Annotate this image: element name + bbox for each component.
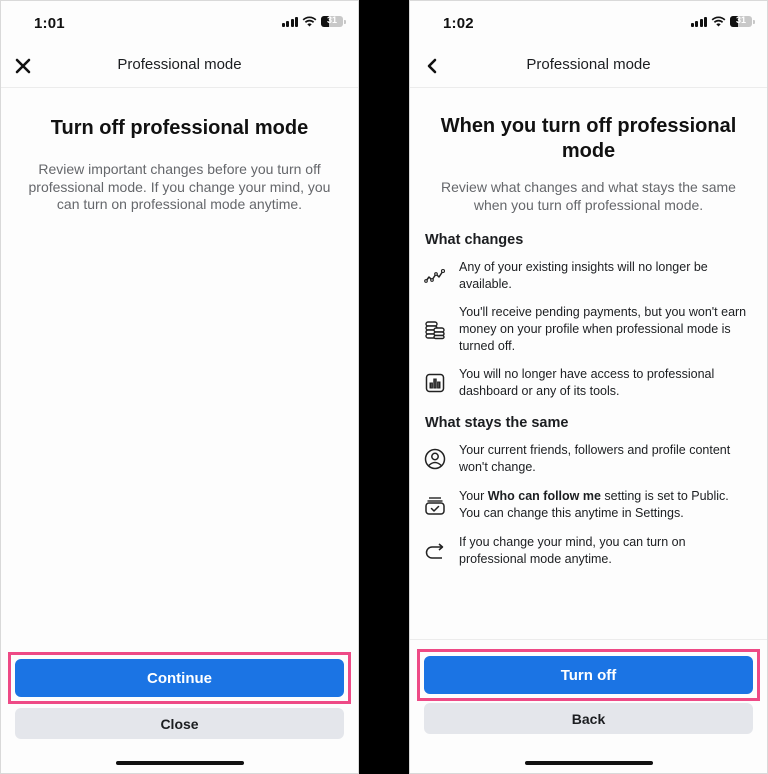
list-item: [410, 304, 767, 355]
list-item: [410, 533, 767, 569]
navbar: [410, 45, 767, 88]
item-text: Any of your existing insights will no longer be available.: [459, 260, 708, 291]
list-item: [410, 441, 767, 477]
settings-check-icon: [424, 494, 446, 516]
navbar-title: Professional mode: [117, 56, 242, 73]
signal-icon: [691, 16, 708, 27]
signal-icon: [282, 16, 299, 27]
battery-icon: 31: [321, 16, 343, 27]
wifi-icon: [711, 16, 726, 27]
list-item: [410, 365, 767, 401]
section-title-what-stays: What stays the same: [425, 415, 569, 431]
item-text: You will no longer have access to professional dashboard or any of its tools.: [459, 367, 715, 398]
page-description: Review what changes and what stays the same when you turn off professional mode.: [441, 179, 736, 213]
item-text: If you change your mind, you can turn on professional mode anytime.: [459, 535, 686, 566]
turn-off-button[interactable]: Turn off: [424, 656, 753, 694]
profile-circle-icon: [424, 448, 446, 470]
left-screen: [0, 0, 359, 774]
home-indicator[interactable]: [525, 761, 653, 765]
continue-button[interactable]: Continue: [15, 659, 344, 697]
navbar-title: Professional mode: [526, 56, 651, 73]
dashboard-chart-icon: [425, 373, 445, 393]
battery-icon: 31: [730, 16, 752, 27]
item-text: Your current friends, followers and profile content won't change.: [459, 443, 731, 474]
section-title-what-changes: What changes: [425, 232, 524, 248]
who-can-follow-me-setting: Who can follow me: [487, 489, 601, 503]
status-time: 1:01: [34, 15, 65, 32]
coins-stack-icon: [424, 320, 446, 340]
page-title: Turn off professional mode: [50, 117, 309, 139]
home-indicator[interactable]: [116, 761, 244, 765]
list-item: [410, 487, 767, 523]
status-bar: [410, 1, 767, 45]
list-item: [410, 258, 767, 294]
page-title: When you turn off professional mode: [440, 115, 737, 162]
insights-line-icon: [424, 268, 446, 284]
close-footer-button[interactable]: Close: [15, 708, 344, 739]
redo-arrow-icon: [424, 541, 446, 561]
item-text: You'll receive pending payments, but you won't earn money on your profile when professional mode is turned off.: [459, 305, 747, 353]
status-time: 1:02: [443, 15, 474, 32]
status-bar: [1, 1, 358, 45]
right-screen: [409, 0, 768, 774]
page-description: Review important changes before you turn off professional mode. If you change your mind, you can turn on professional mode anytime.: [28, 161, 331, 212]
back-footer-button[interactable]: Back: [424, 703, 753, 734]
item-text: Your Who can follow me setting is set to Public. You can change this anytime in Settings.: [459, 489, 729, 520]
navbar: [1, 45, 358, 88]
footer-actions: [1, 639, 358, 773]
footer-actions: [410, 639, 767, 773]
wifi-icon: [302, 16, 317, 27]
